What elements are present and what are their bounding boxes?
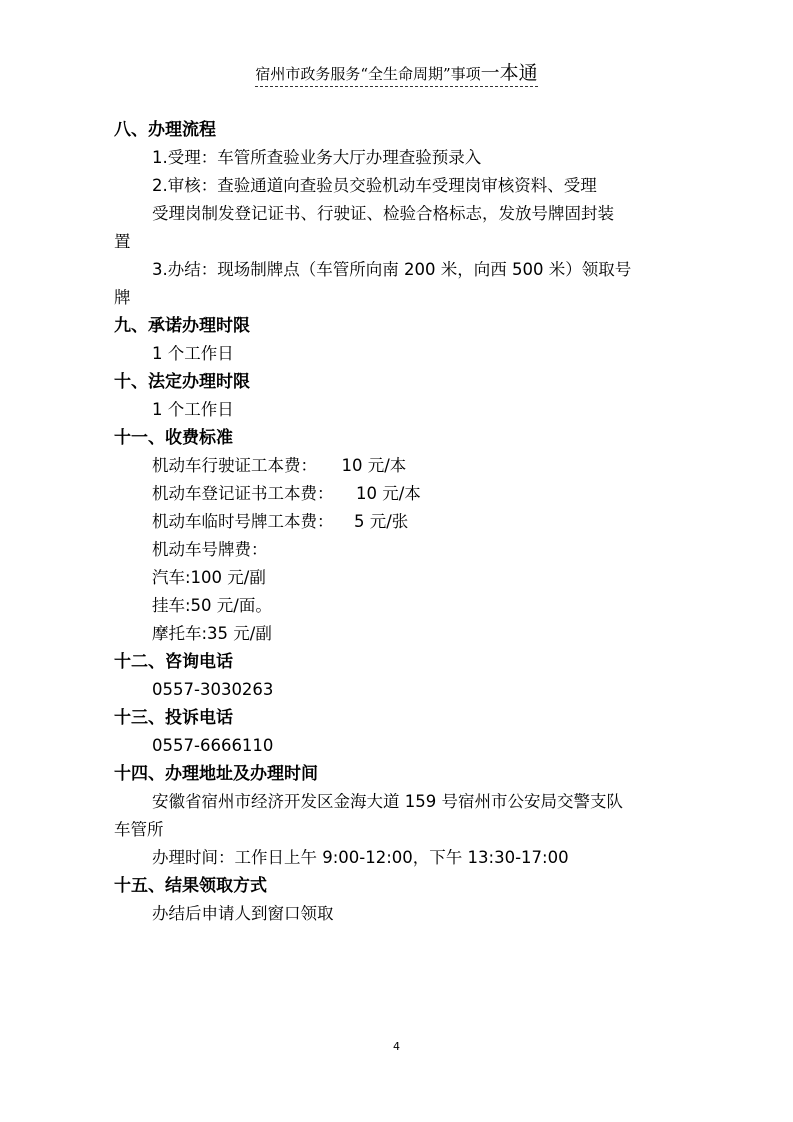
- fee-value: 5 元/张: [354, 512, 409, 531]
- process-step-1: 1.受理：车管所查验业务大厅办理查验预录入: [152, 148, 482, 167]
- section-14-heading: 十四、办理地址及办理时间: [114, 764, 318, 784]
- fee-row-temp-plate: [114, 508, 684, 536]
- process-step-3-end: 牌: [114, 288, 131, 307]
- header-rule: [255, 86, 538, 87]
- section-15-heading: 十五、结果领取方式: [114, 876, 267, 896]
- document-body: [114, 116, 684, 928]
- process-step-3: 3.办结：现场制牌点（车管所向南 200 米，向西 500 米）领取号: [152, 260, 632, 279]
- process-step-2: 2.审核：查验通道向查验员交验机动车受理岗审核资料、受理: [152, 176, 597, 195]
- consult-phone: 0557-3030263: [152, 680, 274, 699]
- plate-fee-trailer: 挂车:50 元/面。: [152, 596, 272, 615]
- fee-label: 机动车行驶证工本费：: [152, 456, 317, 475]
- page-number: 4: [393, 1040, 400, 1053]
- plate-fee-motorcycle: 摩托车:35 元/副: [152, 624, 272, 643]
- section-13-heading: 十三、投诉电话: [114, 708, 233, 728]
- office-address-cont: 车管所: [114, 820, 164, 839]
- fee-value: 10 元/本: [356, 484, 421, 503]
- complaint-phone: 0557-6666110: [152, 736, 274, 755]
- fee-row-license: [114, 452, 684, 480]
- header-title: 宿州市政务服务“全生命周期”事项: [255, 65, 481, 83]
- section-9-heading: 九、承诺办理时限: [114, 316, 250, 336]
- section-10-heading: 十、法定办理时限: [114, 372, 250, 392]
- section-12-heading: 十二、咨询电话: [114, 652, 233, 672]
- fee-label: 机动车临时号牌工本费：: [152, 512, 334, 531]
- office-address: 安徽省宿州市经济开发区金海大道 159 号宿州市公安局交警支队: [152, 792, 623, 811]
- promised-time-value: 1 个工作日: [152, 344, 234, 363]
- fee-value: 10 元/本: [341, 456, 407, 475]
- process-step-2-end: 置: [114, 232, 131, 251]
- plate-fee-label: 机动车号牌费：: [152, 540, 268, 559]
- header-title-suffix: 一本通: [480, 62, 538, 84]
- section-8-heading: 八、办理流程: [114, 120, 216, 140]
- section-11-heading: 十一、收费标准: [114, 428, 233, 448]
- fee-row-registration: [114, 480, 684, 508]
- legal-time-value: 1 个工作日: [152, 400, 234, 419]
- process-step-2-cont: 受理岗制发登记证书、行驶证、检验合格标志，发放号牌固封装: [152, 204, 614, 223]
- office-hours: 办理时间：工作日上午 9:00-12:00，下午 13:30-17:00: [152, 848, 569, 867]
- fee-label: 机动车登记证书工本费：: [152, 484, 334, 503]
- page-header: [0, 58, 793, 85]
- plate-fee-car: 汽车:100 元/副: [152, 568, 266, 587]
- result-pickup: 办结后申请人到窗口领取: [152, 904, 334, 923]
